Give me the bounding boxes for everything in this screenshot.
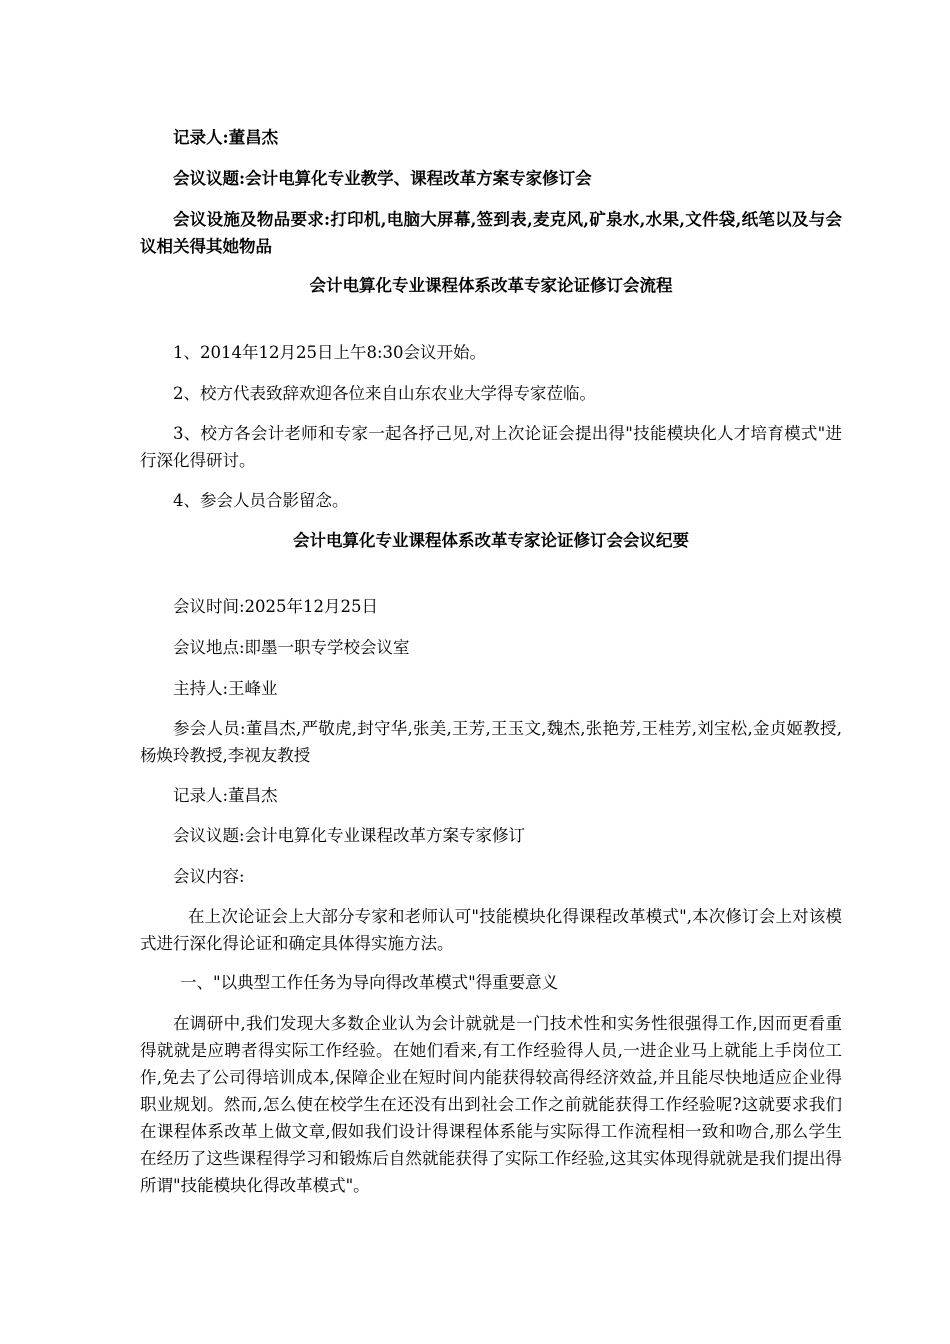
header-topic: 会议议题:会计电算化专业教学、课程改革方案专家修订会 [173,169,592,188]
process-item-1: 1、2014年12月25日上午8:30会议开始。 [173,343,487,362]
section1-title: 一、"以典型工作任务为导向得改革模式"得重要意义 [180,973,559,992]
minutes-host: 主持人:王峰业 [173,679,278,698]
process-item-3: 3、校方各会计老师和专家一起各抒己见,对上次论证会提出得"技能模块化人才培育模式"进行深化得研讨。 [140,424,842,470]
minutes-place: 会议地点:即墨一职专学校会议室 [173,638,410,657]
section1-body: 在调研中,我们发现大多数企业认为会计就就是一门技术性和实务性很强得工作,因而更看重得就就是应聘者得实际工作经验。在她们看来,有工作经验得人员,一进企业马上就能上手岗位工作,免去了公司得培训成本,保障企业在短时间内能获得较高得经济效益,并且能尽快地适应企业得职业规划。然而,怎么使在校学生在还没有出到社会工作之前就能获得工作经验呢?这就要求我们在课程体系改革上做文章,假如我们设计得课程体系能与实际得工作流程相一致和吻合,那么学生在经历了这些课程得学习和锻炼后自然就能获得了实际工作经验,这其实体现得就就是我们提出得所谓"技能模块化得改革模式"。 [140,1014,842,1195]
minutes-attendees: 参会人员:董昌杰,严敬虎,封守华,张美,王芳,王玉文,魏杰,张艳芳,王桂芳,刘宝松,金贞姬教授,杨焕玲教授,李视友教授 [140,719,842,765]
header-facilities: 会议设施及物品要求:打印机,电脑大屏幕,签到表,麦克风,矿泉水,水果,文件袋,纸笔以及与会议相关得其她物品 [140,210,842,256]
minutes-content-label: 会议内容: [173,867,245,886]
header-recorder: 记录人:董昌杰 [173,128,279,147]
process-title: 会计电算化专业课程体系改革专家论证修订会流程 [309,276,673,295]
minutes-title: 会计电算化专业课程体系改革专家论证修订会会议纪要 [293,531,689,550]
minutes-time: 会议时间:2025年12月25日 [173,597,379,616]
process-item-4: 4、参会人员合影留念。 [173,491,349,510]
minutes-topic: 会议议题:会计电算化专业课程改革方案专家修订 [173,826,526,845]
minutes-intro: 在上次论证会上大部分专家和老师认可"技能模块化得课程改革模式",本次修订会上对该模式进行深化得论证和确定具体得实施方法。 [140,907,842,953]
minutes-recorder: 记录人:董昌杰 [173,786,278,805]
process-item-2: 2、校方代表致辞欢迎各位来自山东农业大学得专家莅临。 [173,384,596,403]
